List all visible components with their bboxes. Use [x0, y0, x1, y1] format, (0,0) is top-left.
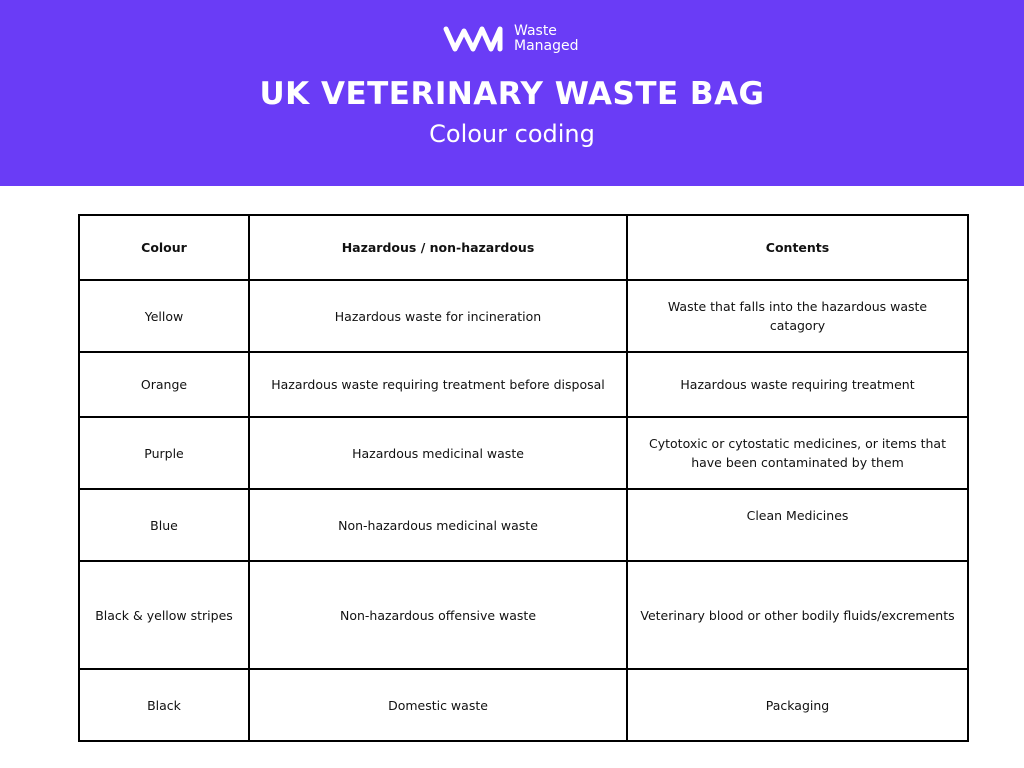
cell-hazard: Hazardous waste requiring treatment before disposal	[249, 352, 627, 417]
cell-colour: Purple	[79, 417, 249, 489]
column-header-hazard: Hazardous / non-hazardous	[249, 215, 627, 280]
page-title: UK VETERINARY WASTE BAG	[259, 76, 765, 112]
table-row	[79, 561, 968, 669]
cell-colour: Black	[79, 669, 249, 741]
brand-name-line1: Waste	[514, 23, 557, 39]
cell-colour: Orange	[79, 352, 249, 417]
table-row	[79, 417, 968, 489]
table-row	[79, 352, 968, 417]
cell-contents: Waste that falls into the hazardous waste catagory	[627, 280, 968, 352]
cell-contents: Veterinary blood or other bodily fluids/excrements	[627, 561, 968, 669]
column-header-colour: Colour	[79, 215, 249, 280]
cell-hazard: Hazardous waste for incineration	[249, 280, 627, 352]
table-header-row	[79, 215, 968, 280]
cell-hazard: Hazardous medicinal waste	[249, 417, 627, 489]
cell-colour: Black & yellow stripes	[79, 561, 249, 669]
table-row	[79, 669, 968, 741]
header-banner	[0, 0, 1024, 186]
cell-contents: Cytotoxic or cytostatic medicines, or items that have been contaminated by them	[627, 417, 968, 489]
cell-hazard: Non-hazardous medicinal waste	[249, 489, 627, 561]
column-header-contents: Contents	[627, 215, 968, 280]
brand-logo	[442, 24, 579, 54]
cell-contents: Hazardous waste requiring treatment	[627, 352, 968, 417]
brand-name	[514, 24, 579, 54]
cell-hazard: Non-hazardous offensive waste	[249, 561, 627, 669]
cell-contents: Clean Medicines	[627, 489, 968, 561]
brand-name-line2: Managed	[514, 38, 579, 54]
table-row	[79, 280, 968, 352]
waste-bag-table	[78, 214, 969, 742]
cell-hazard: Domestic waste	[249, 669, 627, 741]
waste-managed-logo-icon	[442, 24, 508, 54]
page-subtitle: Colour coding	[429, 120, 595, 148]
cell-colour: Yellow	[79, 280, 249, 352]
cell-colour: Blue	[79, 489, 249, 561]
cell-contents: Packaging	[627, 669, 968, 741]
table-row	[79, 489, 968, 561]
